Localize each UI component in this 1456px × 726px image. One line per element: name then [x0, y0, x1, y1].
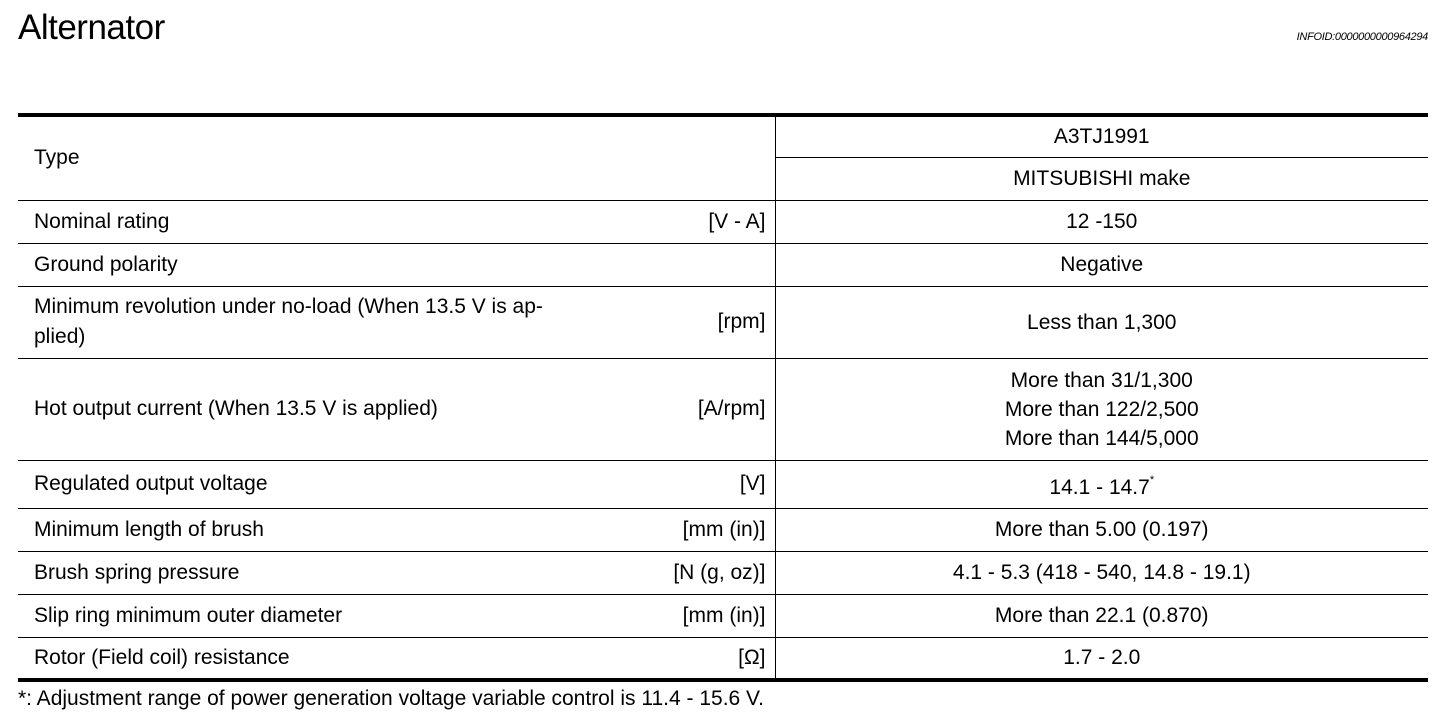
type-value-model: A3TJ1991	[1053, 125, 1150, 149]
row-label: Hot output current (When 13.5 V is applied)	[34, 397, 438, 420]
table-row	[18, 286, 1428, 358]
row-label: Slip ring minimum outer diameter	[34, 603, 343, 627]
row-unit: [V]	[739, 472, 766, 495]
table-row	[18, 200, 1428, 243]
footnote-marker: *	[1149, 474, 1155, 486]
row-label: Nominal rating	[34, 209, 170, 233]
row-unit: [Ω]	[738, 645, 766, 669]
table-row	[18, 551, 1428, 594]
row-label: Regulated output voltage	[34, 472, 268, 495]
table-row	[18, 460, 1428, 508]
row-label: Minimum length of brush	[34, 517, 264, 541]
row-unit: [N (g, oz)]	[673, 560, 766, 584]
table-row	[18, 594, 1428, 637]
row-value: More than 31/1,300 More than 122/2,500 More than 144/5,000	[775, 358, 1428, 460]
info-id: INFOID:0000000000964294	[1296, 31, 1428, 43]
row-unit: [mm (in)]	[682, 517, 766, 541]
row-value: 1.7 - 2.0	[775, 637, 1428, 680]
row-value: More than 22.1 (0.870)	[775, 594, 1428, 637]
table-row	[18, 637, 1428, 680]
row-label: Minimum revolution under no-load (When 13.5 V is ap- plied)	[34, 295, 543, 348]
table-row-type	[18, 115, 1428, 157]
footnote: *: Adjustment range of power generation voltage variable control is 11.4 - 15.6 V.	[18, 687, 764, 710]
row-value: Negative	[775, 243, 1428, 286]
row-label: Type	[34, 146, 80, 170]
type-label-cell	[18, 115, 775, 200]
table-row	[18, 243, 1428, 286]
row-value: 12 -150	[775, 200, 1428, 243]
row-label: Brush spring pressure	[34, 560, 240, 584]
row-unit: [rpm]	[717, 310, 766, 333]
row-value: Less than 1,300	[775, 286, 1428, 358]
table-row	[18, 508, 1428, 551]
page-title: Alternator	[18, 8, 165, 47]
row-label: Rotor (Field coil) resistance	[34, 645, 290, 669]
row-value: More than 5.00 (0.197)	[775, 508, 1428, 551]
row-value: 4.1 - 5.3 (418 - 540, 14.8 - 19.1)	[775, 551, 1428, 594]
type-value-maker: MITSUBISHI make	[775, 157, 1428, 200]
row-unit: [A/rpm]	[697, 397, 766, 420]
row-label: Ground polarity	[34, 252, 178, 276]
table-row	[18, 358, 1428, 460]
specification-table	[18, 113, 1428, 682]
row-unit: [V - A]	[708, 209, 766, 233]
row-value: 14.1 - 14.7*	[775, 460, 1428, 508]
row-unit: [mm (in)]	[682, 603, 766, 627]
